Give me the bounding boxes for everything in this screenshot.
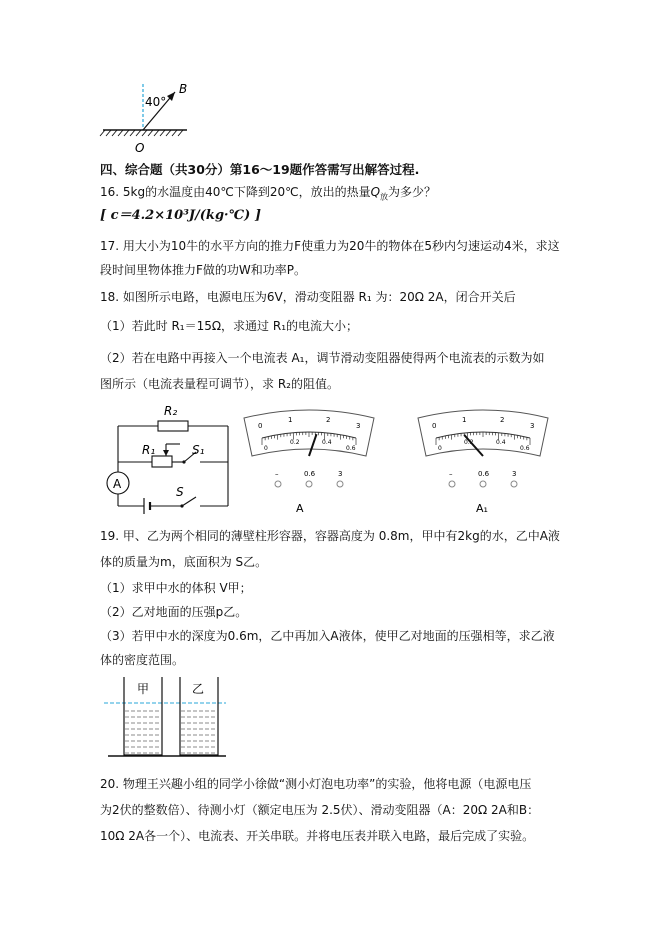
container-right-label: 乙: [192, 682, 205, 696]
angle-label: 40°: [145, 95, 167, 109]
meter-a1-terminal-label-3: 3: [512, 470, 517, 478]
meter-a-bottom-tick-2: 0.4: [322, 439, 332, 446]
meter-a-terminal-06: [306, 481, 312, 487]
meter-a-terminal-label-neg: –: [275, 470, 279, 478]
switch-s1-pivot: [182, 460, 185, 463]
ammeter-label: A: [113, 477, 122, 491]
meter-a1-bottom-tick-1: 0.2: [464, 439, 474, 446]
container-left-label: 甲: [137, 682, 150, 696]
container-left-liquid: [124, 705, 162, 755]
meter-a-top-tick-0: 0: [258, 422, 263, 430]
q18-sub2b: 图所示（电流表量程可调节），求 R₂的阻值。: [100, 377, 339, 391]
meter-a-top-tick-2: 2: [326, 416, 331, 424]
container-right-liquid: [180, 705, 218, 755]
q16-formula: [ c＝4.2×10³J/(kg·℃) ]: [100, 208, 261, 223]
meter-a-top-tick-3: 3: [356, 422, 361, 430]
meter-a-terminal-label-3: 3: [338, 470, 343, 478]
ground-hatch: [100, 130, 183, 136]
q16-text: [100, 184, 436, 205]
incline-figure: [95, 78, 205, 158]
switch-s-pivot: [180, 504, 183, 507]
q19-sub3a: （3）若甲中水的深度为0.6m，乙中再加入A液体，使甲乙对地面的压强相等，求乙液: [100, 629, 555, 643]
q17-line1: 17. 用大小为10牛的水平方向的推力F使重力为20牛的物体在5秒内匀速运动4米，求这: [100, 239, 560, 253]
q19-sub1: （1）求甲中水的体积 V甲；: [100, 581, 252, 595]
meter-a-bottom-tick-0: 0: [264, 445, 268, 452]
meter-a1-terminal-06: [480, 481, 486, 487]
meter-a1-label: A₁: [476, 502, 488, 515]
q19-sub3b: 体的密度范围。: [100, 653, 185, 667]
ammeter-a: [240, 408, 378, 518]
point-b-label: B: [179, 82, 188, 96]
meter-a-bottom-tick-3: 0.6: [346, 445, 356, 452]
q19-line1: 19. 甲、乙为两个相同的薄壁柱形容器，容器高度为 0.8m，甲中有2kg的水，乙中A液: [100, 529, 560, 543]
q18-sub1: （1）若此时 R₁＝15Ω，求通过 R₁的电流大小；: [100, 319, 359, 333]
r2-label: R₂: [164, 404, 178, 418]
containers-figure: [104, 675, 226, 765]
meter-a1-top-tick-2: 2: [500, 416, 505, 424]
meter-a1-terminal-label-neg: –: [449, 470, 453, 478]
q16-tail: 为多少？: [388, 185, 437, 199]
q18-line1: 18. 如图所示电路，电源电压为6V，滑动变阻器 R₁ 为：20Ω 2A，闭合开关后: [100, 290, 516, 304]
slider-arrow: [163, 450, 169, 456]
meter-a1-terminal-3: [511, 481, 517, 487]
q18-sub2a: （2）若在电路中再接入一个电流表 A₁，调节滑动变阻器使得两个电流表的示数为如: [100, 351, 545, 365]
q19-sub2: （2）乙对地面的压强p乙。: [100, 605, 248, 619]
ammeter-a1: [414, 408, 552, 518]
q20-line2: 为2伏的整数倍）、待测小灯（额定电压为 2.5伏）、滑动变阻器（A：20Ω 2A和B：: [100, 803, 540, 817]
meter-a-terminal-neg: [275, 481, 281, 487]
meter-a1-top-tick-3: 3: [530, 422, 535, 430]
meter-a-bottom-tick-1: 0.2: [290, 439, 300, 446]
s-label: S: [176, 485, 184, 499]
point-o-label: O: [135, 141, 145, 155]
section-title: 四、综合题（共30分）第16～19题作答需写出解答过程.: [100, 162, 420, 177]
resistor-r1: [152, 456, 172, 467]
circuit-diagram: [100, 400, 235, 518]
q17-line2: 段时间里物体推力F做的功W和功率P。: [100, 263, 307, 277]
meter-a1-bottom-tick-3: 0.6: [520, 445, 530, 452]
meter-a1-bottom-tick-2: 0.4: [496, 439, 506, 446]
meter-a1-top-tick-1: 1: [462, 416, 467, 424]
q19-line2: 体的质量为m，底面积为 S乙。: [100, 555, 268, 569]
meter-a-terminal-label-06: 0.6: [304, 470, 316, 478]
q20-line3: 10Ω 2A各一个）、电流表、开关串联。并将电压表并联入电路，最后完成了实验。: [100, 829, 535, 843]
q16-q-sub: 放: [380, 192, 389, 202]
meter-a-label: A: [296, 502, 304, 515]
q20-line1: 20. 物理王兴趣小组的同学小徐做“测小灯泡电功率”的实验，他将电源（电源电压: [100, 777, 532, 791]
meter-a1-terminal-label-06: 0.6: [478, 470, 490, 478]
q16-main: 16. 5kg的水温度由40℃下降到20℃，放出的热量: [100, 185, 371, 199]
meter-a-top-tick-1: 1: [288, 416, 293, 424]
meter-a1-top-tick-0: 0: [432, 422, 437, 430]
resistor-r2: [158, 421, 188, 431]
q16-q-symbol: Q: [370, 185, 381, 199]
r1-label: R₁: [142, 443, 156, 457]
meter-a1-bottom-tick-0: 0: [438, 445, 442, 452]
meter-a1-terminal-neg: [449, 481, 455, 487]
s1-label: S₁: [192, 443, 205, 457]
meter-a-terminal-3: [337, 481, 343, 487]
